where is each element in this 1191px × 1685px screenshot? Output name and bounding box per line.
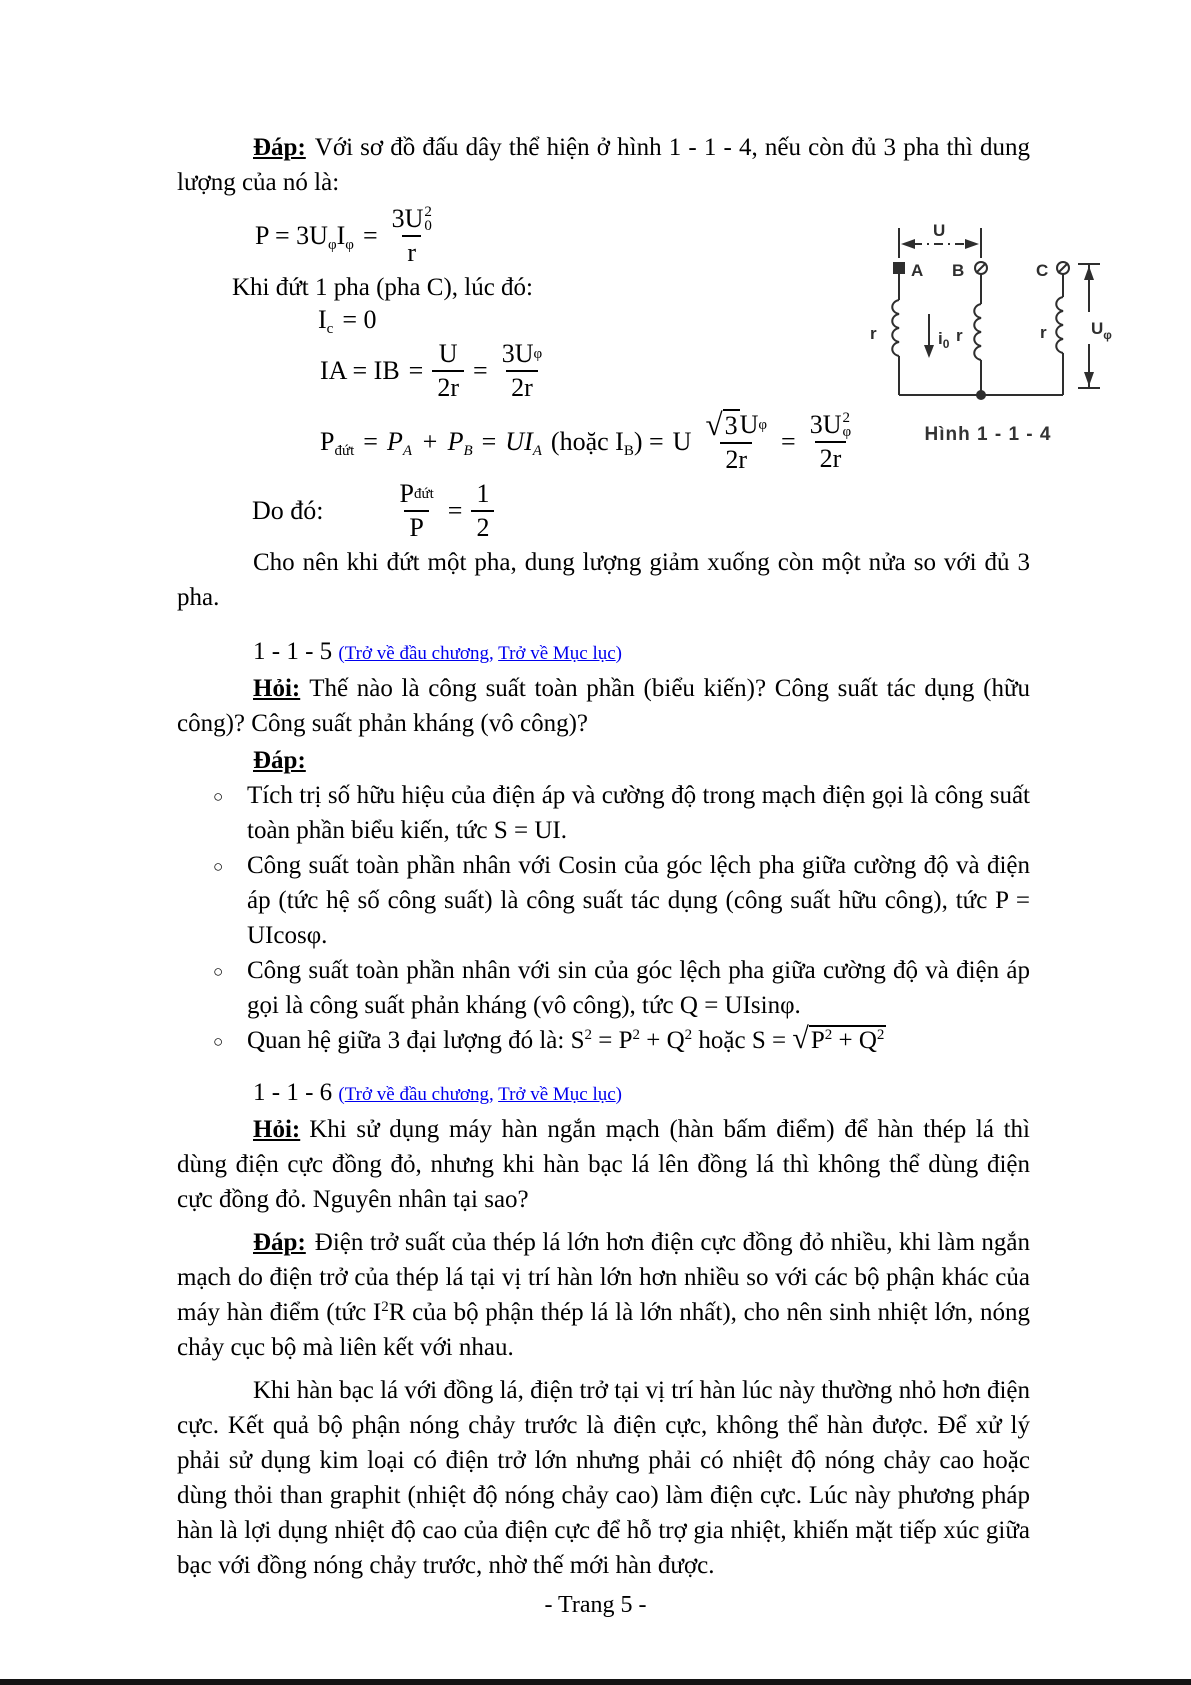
coil-c	[1056, 297, 1063, 353]
taskbar-edge	[0, 1679, 1191, 1685]
fraction: 3U 2 0 r	[391, 204, 432, 267]
fraction: 3U 2 φ 2r	[809, 410, 852, 473]
junction-dot	[976, 390, 986, 400]
section-number: 1 - 1 - 5	[253, 638, 333, 665]
label-u-right: $U_\varphi$	[1091, 319, 1112, 342]
answer-114-paragraph	[177, 130, 1030, 200]
list-item	[211, 778, 1030, 848]
conclusion-114: Cho nên khi đứt một pha, dung lượng giảm xuống còn một nửa so với đủ 3 pha.	[177, 549, 1030, 611]
label-terminal-a: A	[911, 261, 924, 280]
list-item-text: Công suất toàn phần nhân với sin của góc lệch pha giữa cường độ và điện áp gọi là công suất phản kháng (vô công), tức Q = UIsinφ.	[247, 957, 1030, 1019]
khi-dut-line: Khi đứt 1 pha (pha C), lúc đó:	[232, 274, 534, 301]
equals-sign: =	[363, 427, 378, 456]
answer-116-paragraph-2: Khi hàn bạc lá với đồng lá, điện trở tại vị trí hàn lúc này thường nhỏ hơn điện cực. Kết quả bộ phận nóng chảy trước là điện cực, không thể hàn được. Để xử lý phải sử dụng kim loại có điện trở lớn nhưng phải có nhiệt độ nóng chảy cao hoặc dùng thỏi than graphit (nhiệt độ nóng chảy cao) làm điện cực. Lúc này phương pháp hàn là lợi dụng nhiệt độ cao của điện cực để hỗ trợ gia nhiệt, khiến mặt tiếp xúc giữa bạc với đồng nóng chảy trước, nhờ thế mới hàn được.	[177, 1377, 1030, 1579]
question-115	[177, 671, 1030, 741]
dap-label: Đáp:	[253, 747, 306, 774]
dap-label: Đáp:	[253, 1229, 306, 1256]
equals-sign: =	[408, 356, 424, 385]
section-heading-116	[177, 1076, 1030, 1112]
question-115-text: Thế nào là công suất toàn phần (biểu kiến)? Công suất tác dụng (hữu công)? Công suất phản kháng (vô công)?	[177, 675, 1030, 737]
list-item-text: Công suất toàn phần nhân với Cosin của góc lệch pha giữa cường độ và điện áp (tức hệ số công suất) là công suất tác dụng (công suất hữu công), tức P = UIcosφ.	[247, 852, 1030, 949]
fraction: $\frac{1}{2}$	[471, 479, 494, 543]
plus-sign: +	[421, 427, 439, 456]
answer-116-paragraph-1	[177, 1225, 1030, 1365]
formula-term: $P_A$	[386, 427, 413, 459]
section-number: 1 - 1 - 6	[253, 1079, 333, 1106]
link-back-to-chapter[interactable]: Trở về đầu chương	[344, 643, 489, 664]
formula-term: = 0	[342, 305, 377, 334]
arrowhead-down	[1084, 372, 1094, 386]
do-do-label: Do đó:	[252, 496, 324, 525]
list-item	[211, 1023, 1030, 1058]
circuit-diagram-svg	[816, 192, 1118, 450]
formula-term: (hoặc $I_B$) =	[550, 427, 664, 459]
bullet-icon: ○	[213, 1032, 224, 1051]
paren: (	[338, 1084, 345, 1105]
arrowhead-right	[965, 239, 979, 249]
equals-sign: =	[447, 496, 463, 525]
label-u-top: U	[933, 221, 946, 240]
circuit-figure	[816, 192, 1118, 450]
label-terminal-c: C	[1036, 261, 1049, 280]
fraction: √ 3 U φ 2r	[705, 406, 768, 474]
fraction: $\frac{U}{2r}$	[432, 339, 464, 403]
nav-links	[338, 1084, 622, 1105]
bullet-icon: ○	[213, 857, 224, 876]
equals-sign: =	[362, 221, 378, 250]
list-item	[211, 953, 1030, 1023]
formula-term: $P_B$	[447, 427, 473, 459]
formula-term: U	[672, 427, 692, 456]
formula-ratio	[252, 479, 1030, 543]
label-i0: $i_0$	[938, 329, 950, 351]
equals-sign: =	[781, 427, 796, 456]
fraction: P đứt P	[399, 479, 434, 542]
equals-sign: =	[473, 356, 488, 385]
paren: )	[615, 643, 622, 664]
formula-term: $UI_A$	[505, 427, 542, 459]
section-heading-115	[177, 635, 1030, 671]
hoi-label: Hỏi:	[253, 1116, 301, 1143]
comma: ,	[488, 643, 499, 664]
label-terminal-b: B	[952, 261, 965, 280]
bullet-icon: ○	[213, 962, 224, 981]
nav-links	[338, 643, 622, 664]
figure-caption: Hình 1 - 1 - 4	[924, 424, 1052, 445]
formula-term: $I_c$	[318, 305, 334, 337]
answer-114-text: Với sơ đồ đấu dây thể hiện ở hình 1 - 1 - 4, nếu còn đủ 3 pha thì dung lượng của nó là:	[177, 134, 1030, 196]
link-back-to-chapter[interactable]: Trở về đầu chương	[344, 1084, 489, 1105]
arrowhead-left	[901, 239, 915, 249]
page-footer: - Trang 5 -	[544, 1592, 647, 1618]
dap-heading-115	[177, 743, 1030, 778]
label-r-c: r	[1040, 323, 1047, 342]
list-item-formula: Quan hệ giữa 3 đại lượng đó là: $S^2 = P^2 + Q^2$ hoặc $S = √P^2 + Q^2$	[247, 1022, 885, 1055]
dap-label: Đáp:	[253, 134, 306, 161]
paren: )	[615, 1084, 622, 1105]
bullet-icon: ○	[213, 787, 224, 806]
coil-b	[974, 304, 981, 360]
label-r-b: r	[956, 326, 963, 345]
equals-sign: =	[481, 427, 497, 456]
hoi-label: Hỏi:	[253, 675, 301, 702]
formula-term: $P_{đứt}$	[320, 427, 355, 459]
formula-term: IA = IB	[320, 356, 400, 385]
link-back-to-toc[interactable]: Trở về Mục lục	[498, 1084, 616, 1105]
answer-115-list	[177, 778, 1030, 1058]
coil-a	[892, 300, 899, 356]
link-back-to-toc[interactable]: Trở về Mục lục	[498, 643, 616, 664]
arrowhead-i0	[924, 345, 934, 358]
answer-116-text-1: Điện trở suất của thép lá lớn hơn điện cực đồng đỏ nhiều, khi làm ngắn mạch do điện trở của thép lá tại vị trí hàn lớn hơn nhiều so với các bộ phận khác của máy hàn điểm (tức $I^2R$ của bộ phận thép lá là lớn nhất), cho nên sinh nhiệt lớn, nóng chảy cục bộ mà liên kết với nhau.	[177, 1229, 1030, 1361]
list-item-text: Tích trị số hữu hiệu của điện áp và cường độ trong mạch điện gọi là công suất toàn phần biểu kiến, tức S = UI.	[247, 782, 1030, 844]
paren: (	[338, 643, 345, 664]
formula-term: $P = 3U_\varphi I_\varphi$	[255, 221, 354, 253]
arrowhead-up	[1084, 266, 1094, 280]
terminal-a-square	[893, 262, 905, 274]
label-r-a: r	[870, 324, 877, 343]
fraction: 3U φ 2r	[501, 339, 543, 402]
question-116-text: Khi sử dụng máy hàn ngắn mạch (hàn bấm điểm) để hàn thép lá thì dùng điện cực đồng đỏ, nhưng khi hàn bạc lá lên đồng lá thì không thể dùng điện cực đồng đỏ. Nguyên nhân tại sao?	[177, 1116, 1030, 1213]
comma: ,	[488, 1084, 499, 1105]
question-116	[177, 1112, 1030, 1217]
list-item	[211, 848, 1030, 953]
